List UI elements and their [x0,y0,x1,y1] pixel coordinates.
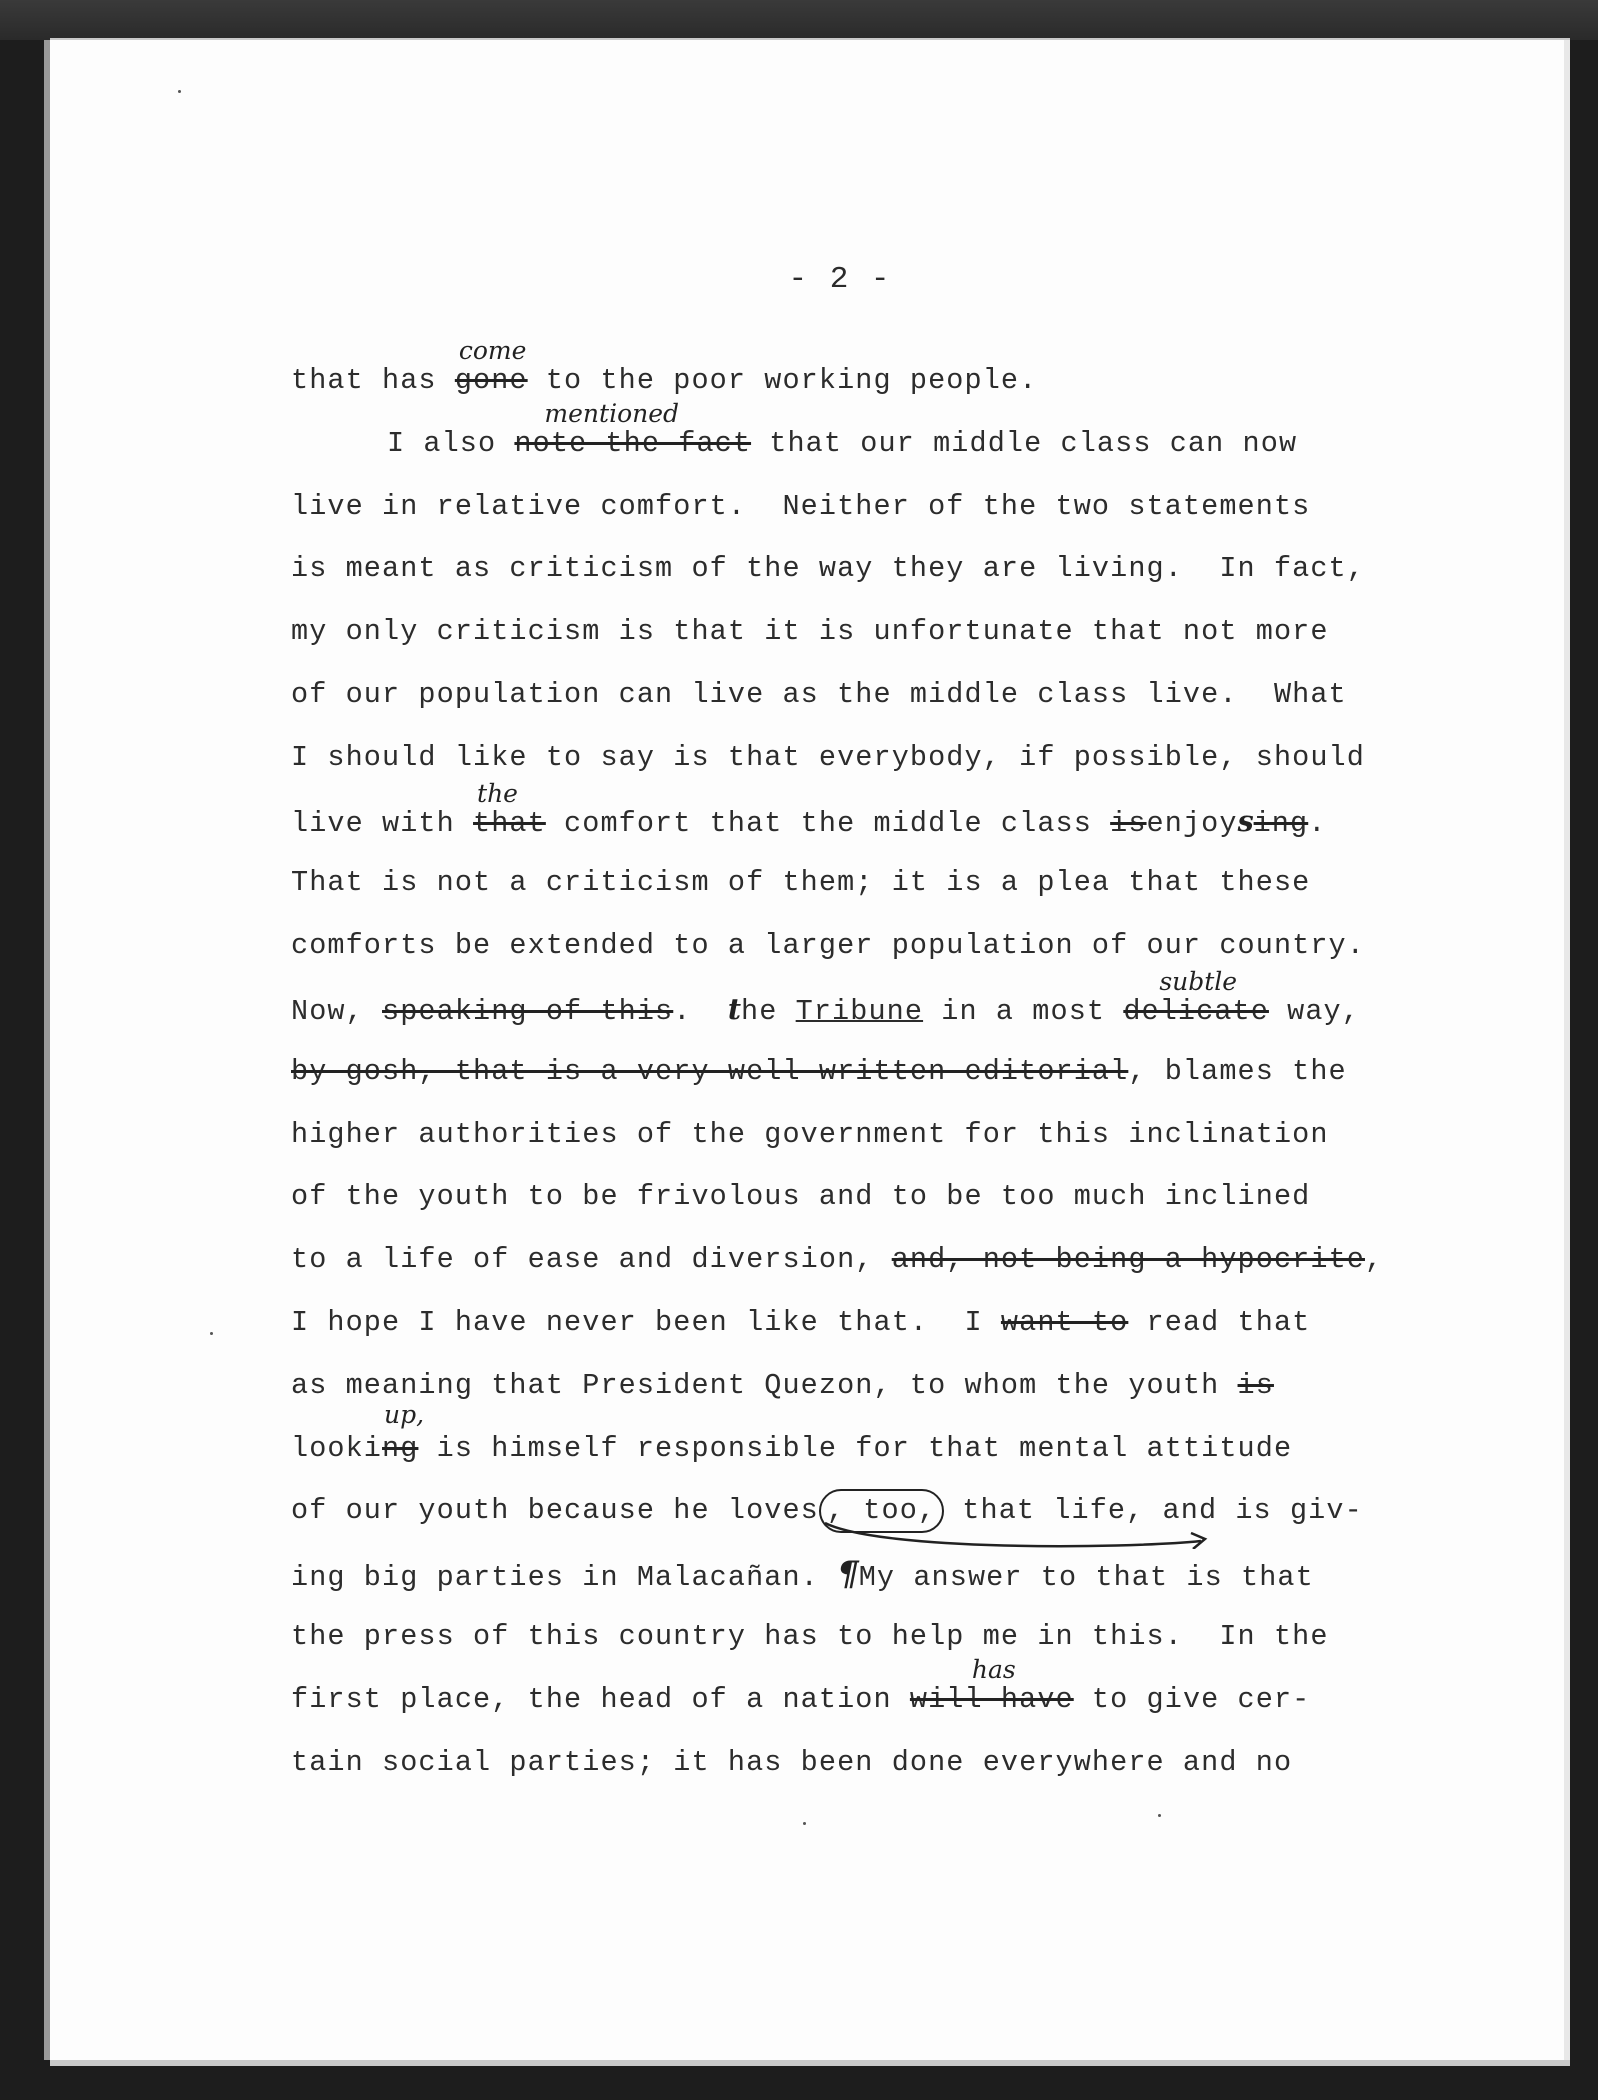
struck-text: delicate [1123,994,1269,1028]
text-line-18 [291,1399,1421,1488]
struck-text: is [1237,1368,1274,1402]
page-number: - 2 - [788,262,892,297]
text-run: to a life of ease and diversion [291,1243,856,1277]
text-line-5: my only criticism is that it is unfortunate that not more [291,615,1329,649]
struck-text: speaking of this [382,994,674,1028]
scanner-frame-top [0,0,1598,40]
text-line-9: That is not a criticism of them; it is a plea that these [291,866,1311,900]
text-line-19 [291,1487,1421,1550]
text-run: . [1308,806,1327,840]
struck-text: ing [1253,806,1309,840]
circled-phrase: , too, [819,1489,944,1533]
text-run: , blames the [1128,1054,1347,1088]
text-run: . [673,994,728,1028]
text-run: to give cer- [1073,1682,1311,1716]
handwritten-mark: t [727,991,742,1026]
text-run: that life, and is giv- [944,1494,1363,1528]
text-run: ing big parties in Malacañan. [291,1561,838,1595]
edit-correction [454,336,528,405]
text-line-4: is meant as criticism of the way they are living. In fact, [291,552,1365,586]
text-run: My answer to that is that [858,1561,1314,1595]
speck [210,1332,213,1335]
speck [1158,1814,1161,1817]
text-run: , [855,1243,892,1277]
text-line-3: live in relative comfort. Neither of the two statements [291,489,1311,523]
handwritten-insert: come [458,336,527,365]
text-run: that has [291,364,455,397]
text-run: of our youth because he loves [291,1494,819,1528]
struck-text: gone [454,364,528,397]
text-line-21: the press of this country has to help me in this. In the [291,1619,1329,1653]
move-arrow-icon [821,1521,1431,1549]
text-line-2 [291,398,1421,483]
text-run: first place, the head of a nation [291,1682,910,1716]
text-line-17 [291,1362,1421,1425]
text-line-6: of our population can live as the middle class live. What [291,677,1347,711]
text-run: live with [291,806,474,840]
speck [178,90,181,93]
text-run: , [1364,1243,1384,1277]
struck-text: is [1110,806,1147,840]
handwritten-insert: subtle [1159,966,1238,996]
text-run: as meaning that President Quezon, to whom the youth [291,1368,1238,1402]
handwritten-insert: the [477,778,518,808]
text-run: that our middle class can now [751,426,1298,460]
handwritten-insert: has [971,1654,1016,1684]
struck-text: and, not being a hypocrite [891,1243,1365,1277]
speck [803,1822,806,1825]
text-line-12 [291,1048,1421,1111]
edit-correction [1123,966,1269,1036]
text-line-10: comforts be extended to a larger population of our country. [291,929,1365,963]
text-line-22 [291,1654,1421,1739]
text-line-13: higher authorities of the government for this inclination [291,1117,1329,1151]
underlined-title: Tribune [795,994,924,1028]
edit-correction [473,778,546,848]
text-run: looki [291,1431,383,1465]
text-line-11 [291,966,1421,1048]
edit-correction [514,398,752,468]
text-run: I also [387,426,515,460]
text-run: he [741,994,796,1028]
struck-text: that [473,806,546,840]
struck-text: will have [909,1682,1074,1716]
text-run: to the poor working people. [527,364,1038,397]
text-line-8 [291,778,1421,860]
struck-text: ng [382,1431,419,1465]
handwritten-insert: mentioned [544,398,680,428]
edit-correction [382,1399,425,1473]
text-line-20 [291,1550,1421,1613]
edit-correction [909,1654,1074,1724]
struck-text: want to [1000,1305,1129,1339]
text-run: comfort that the middle class [545,806,1111,840]
text-run: way, [1268,994,1360,1028]
text-run: read that [1128,1305,1311,1339]
text-run: in a most [923,994,1124,1028]
paragraph-mark-icon: ¶ [837,1554,859,1595]
struck-text: by gosh, that is a very well written editorial [291,1054,1129,1088]
paper-edge [1564,40,1570,2060]
text-run: is himself responsible for that mental attitude [418,1431,1293,1465]
text-line-16 [291,1299,1421,1362]
text-line-14: of the youth to be frivolous and to be too much inclined [291,1180,1311,1214]
text-line-23: tain social parties; it has been done everywhere and no [291,1745,1293,1779]
struck-text: note the fact [514,426,752,460]
text-line-1 [291,336,1421,420]
text-line-7: I should like to say is that everybody, if possible, should [291,740,1365,774]
text-run: Now, [291,994,383,1028]
handwritten-insert: up, [384,1399,425,1429]
text-line-15 [291,1236,1421,1299]
handwritten-mark: s [1237,803,1254,838]
text-run: enjoy [1146,806,1238,840]
text-run: I hope I have never been like that. I [291,1305,1001,1339]
typed-text-body [291,336,1421,1801]
